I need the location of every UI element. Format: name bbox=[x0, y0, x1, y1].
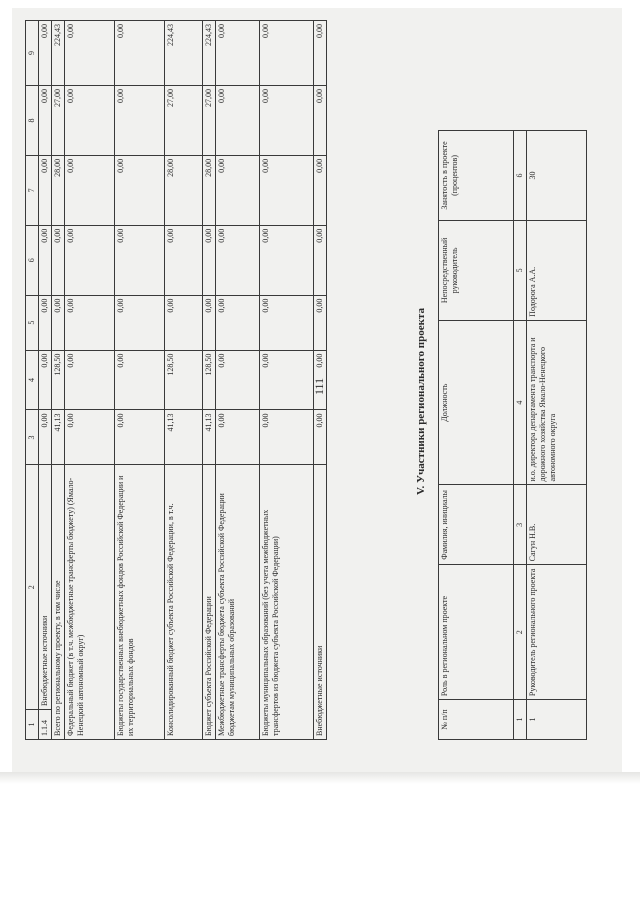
value-cell: 224,43 bbox=[52, 21, 65, 86]
row-name: Бюджеты государственных внебюджетных фондов Российской Федерации и их территориальных фондов bbox=[115, 465, 165, 740]
participants-header-row bbox=[439, 131, 514, 740]
table-row bbox=[203, 21, 216, 740]
value-cell: 0,00 bbox=[260, 155, 314, 225]
finance-header-cell: 1 bbox=[26, 710, 39, 740]
page-shadow bbox=[0, 772, 640, 784]
value-cell: 0,00 bbox=[39, 155, 52, 225]
page-number: 111 bbox=[312, 377, 326, 395]
value-cell: 0,00 bbox=[115, 21, 165, 86]
row-name: Консолидированный бюджет субъекта Российской Федерации, в т.ч. bbox=[165, 465, 203, 740]
row-name: Внебюджетные источники bbox=[314, 465, 327, 740]
value-cell: 0,00 bbox=[39, 410, 52, 465]
participant-role: Руководитель регионального проекта bbox=[527, 565, 587, 700]
value-cell: 0,00 bbox=[65, 350, 115, 410]
table-row bbox=[115, 21, 165, 740]
value-cell: 0,00 bbox=[314, 225, 327, 295]
value-cell: 0,00 bbox=[216, 21, 260, 86]
finance-table bbox=[25, 20, 327, 740]
value-cell: 27,00 bbox=[203, 85, 216, 155]
header-cell: Занятость в проекте (процентов) bbox=[439, 131, 514, 221]
value-cell: 0,00 bbox=[216, 85, 260, 155]
table-row bbox=[65, 21, 115, 740]
rotated-content bbox=[20, 15, 615, 745]
value-cell: 0,00 bbox=[39, 85, 52, 155]
section-title: V. Участники регионального проекта bbox=[415, 308, 427, 495]
value-cell: 0,00 bbox=[260, 85, 314, 155]
participants-number-row bbox=[514, 131, 527, 740]
participant-manager: Подорога А.А. bbox=[527, 220, 587, 320]
value-cell: 0,00 bbox=[115, 295, 165, 350]
value-cell: 0,00 bbox=[52, 225, 65, 295]
value-cell: 0,00 bbox=[314, 295, 327, 350]
value-cell: 0,00 bbox=[260, 410, 314, 465]
value-cell: 28,00 bbox=[165, 155, 203, 225]
number-cell: 5 bbox=[514, 220, 527, 320]
finance-header-cell: 9 bbox=[26, 21, 39, 86]
value-cell: 0,00 bbox=[216, 155, 260, 225]
value-cell: 0,00 bbox=[65, 295, 115, 350]
participant-name: Сагун Н.В. bbox=[527, 485, 587, 565]
value-cell: 0,00 bbox=[115, 410, 165, 465]
row-name: Внебюджетные источники bbox=[39, 465, 52, 710]
value-cell: 128,50 bbox=[165, 350, 203, 410]
row-name: Межбюджетные трансферты бюджета субъекта Российской Федерации бюджетам муниципальных образований bbox=[216, 465, 260, 740]
number-cell: 3 bbox=[514, 485, 527, 565]
value-cell: 0,00 bbox=[216, 225, 260, 295]
participant-number: 1 bbox=[527, 700, 587, 740]
value-cell: 0,00 bbox=[314, 21, 327, 86]
value-cell: 0,00 bbox=[39, 21, 52, 86]
value-cell: 0,00 bbox=[39, 225, 52, 295]
number-cell: 6 bbox=[514, 131, 527, 221]
row-name: Федеральный бюджет (в т.ч. межбюджетные трансферты бюджету) (Ямало-Ненецкий автономный округ) bbox=[65, 465, 115, 740]
value-cell: 0,00 bbox=[314, 85, 327, 155]
finance-header-row bbox=[26, 21, 39, 740]
participants-table bbox=[438, 130, 587, 740]
value-cell: 41,13 bbox=[203, 410, 216, 465]
value-cell: 0,00 bbox=[260, 21, 314, 86]
value-cell: 0,00 bbox=[260, 295, 314, 350]
value-cell: 0,00 bbox=[115, 85, 165, 155]
value-cell: 0,00 bbox=[314, 410, 327, 465]
value-cell: 0,00 bbox=[115, 350, 165, 410]
finance-header-cell: 5 bbox=[26, 295, 39, 350]
header-cell: Непосредственный руководитель bbox=[439, 220, 514, 320]
finance-header-cell: 7 bbox=[26, 155, 39, 225]
value-cell: 0,00 bbox=[39, 350, 52, 410]
value-cell: 41,13 bbox=[165, 410, 203, 465]
finance-header-cell: 8 bbox=[26, 85, 39, 155]
value-cell: 0,00 bbox=[260, 350, 314, 410]
value-cell: 128,50 bbox=[203, 350, 216, 410]
value-cell: 0,00 bbox=[65, 225, 115, 295]
number-cell: 1 bbox=[514, 700, 527, 740]
value-cell: 0,00 bbox=[65, 155, 115, 225]
value-cell: 128,50 bbox=[52, 350, 65, 410]
table-row bbox=[39, 21, 52, 740]
table-row bbox=[260, 21, 314, 740]
value-cell: 0,00 bbox=[203, 225, 216, 295]
table-row bbox=[52, 21, 65, 740]
value-cell: 0,00 bbox=[203, 295, 216, 350]
table-row bbox=[165, 21, 203, 740]
header-cell: Должность bbox=[439, 320, 514, 485]
value-cell: 0,00 bbox=[115, 225, 165, 295]
value-cell: 28,00 bbox=[52, 155, 65, 225]
finance-header-cell: 6 bbox=[26, 225, 39, 295]
participant-position: и.о. директора департамента транспорта и дорожного хозяйства Ямало-Ненецкого автономного округа bbox=[527, 320, 587, 485]
value-cell: 0,00 bbox=[65, 21, 115, 86]
number-cell: 4 bbox=[514, 320, 527, 485]
table-row bbox=[527, 131, 587, 740]
participant-share: 30 bbox=[527, 131, 587, 221]
header-cell: № п/п bbox=[439, 700, 514, 740]
finance-header-cell: 2 bbox=[26, 465, 39, 710]
value-cell: 0,00 bbox=[165, 225, 203, 295]
row-name: Бюджеты муниципальных образований (без учета межбюджетных трансфертов из бюджета субъекта Российской Федерации) bbox=[260, 465, 314, 740]
value-cell: 0,00 bbox=[65, 410, 115, 465]
value-cell: 224,43 bbox=[165, 21, 203, 86]
row-name: Бюджет субъекта Российской Федерации bbox=[203, 465, 216, 740]
number-cell: 2 bbox=[514, 565, 527, 700]
value-cell: 0,00 bbox=[165, 295, 203, 350]
value-cell: 27,00 bbox=[52, 85, 65, 155]
value-cell: 0,00 bbox=[52, 295, 65, 350]
header-cell: Фамилия, инициалы bbox=[439, 485, 514, 565]
value-cell: 0,00 bbox=[216, 350, 260, 410]
finance-header-cell: 4 bbox=[26, 350, 39, 410]
value-cell: 27,00 bbox=[165, 85, 203, 155]
table-row bbox=[216, 21, 260, 740]
value-cell: 28,00 bbox=[203, 155, 216, 225]
row-code: 1.1.4 bbox=[39, 710, 52, 740]
value-cell: 0,00 bbox=[39, 295, 52, 350]
value-cell: 41,13 bbox=[52, 410, 65, 465]
value-cell: 0,00 bbox=[314, 155, 327, 225]
value-cell: 0,00 bbox=[260, 225, 314, 295]
value-cell: 0,00 bbox=[216, 410, 260, 465]
row-name: Всего по региональному проекту, в том числе bbox=[52, 465, 65, 740]
header-cell: Роль в региональном проекте bbox=[439, 565, 514, 700]
value-cell: 224,43 bbox=[203, 21, 216, 86]
value-cell: 0,00 bbox=[65, 85, 115, 155]
finance-header-cell: 3 bbox=[26, 410, 39, 465]
value-cell: 0,00 bbox=[115, 155, 165, 225]
value-cell: 0,00 bbox=[314, 350, 327, 410]
table-row bbox=[314, 21, 327, 740]
value-cell: 0,00 bbox=[216, 295, 260, 350]
